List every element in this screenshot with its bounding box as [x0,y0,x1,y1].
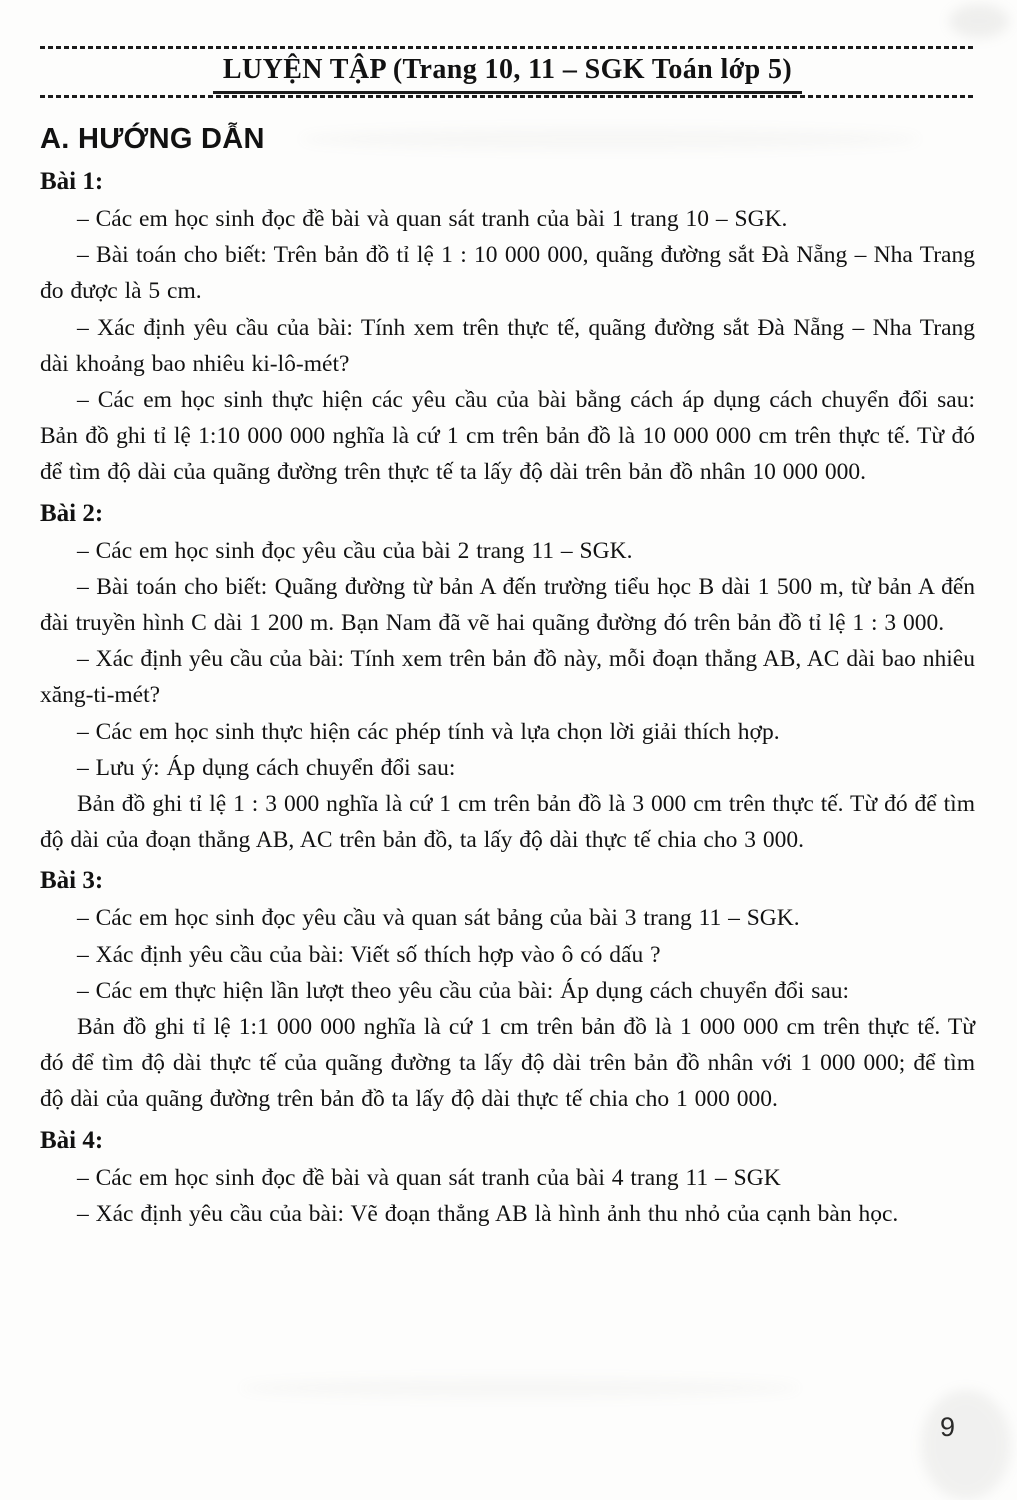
paragraph: – Bài toán cho biết: Quãng đường từ bản A đến trường tiểu học B dài 1 500 m, từ bản A đến đài truyền hình C dài 1 200 m. Bạn Nam đã vẽ hai quãng đường đó trên bản đồ tỉ lệ 1 : 3 000. [40,573,975,637]
section-heading: A. HƯỚNG DẪN [40,123,265,155]
paragraph: – Bài toán cho biết: Trên bản đồ tỉ lệ 1 : 10 000 000, quãng đường sắt Đà Nẵng – Nha Trang đo được là 5 cm. [40,242,975,305]
paragraph: – Lưu ý: Áp dụng cách chuyển đổi sau: [77,754,456,781]
paragraph: – Các em thực hiện lần lượt theo yêu cầu của bài: Áp dụng cách chuyển đổi sau: [77,977,850,1004]
divider-under-title [40,95,975,98]
exercise-2-heading: Bài 2: [40,499,104,527]
paragraph: – Các em học sinh đọc đề bài và quan sát tranh của bài 1 trang 10 – SGK. [77,206,788,232]
divider-top [40,46,975,49]
scan-artifact [921,1390,1011,1500]
paragraph: – Xác định yêu cầu của bài: Tính xem trên bản đồ này, mỗi đoạn thẳng AB, AC dài bao nhiêu xăng-ti-mét? [40,646,975,709]
paragraph: – Xác định yêu cầu của bài: Vẽ đoạn thẳng AB là hình ảnh thu nhỏ của cạnh bàn học. [77,1200,899,1227]
title-row [40,53,975,94]
scan-artifact [240,1378,800,1398]
paragraph: – Các em học sinh thực hiện các phép tính và lựa chọn lời giải thích hợp. [77,718,780,745]
exercise-3-heading: Bài 3: [40,867,104,895]
paragraph: – Các em học sinh đọc đề bài và quan sát tranh của bài 4 trang 11 – SGK [77,1164,781,1191]
paragraph: – Các em học sinh đọc yêu cầu và quan sát bảng của bài 3 trang 11 – SGK. [77,905,800,932]
paragraph: – Các em học sinh đọc yêu cầu của bài 2 trang 11 – SGK. [77,537,633,564]
paragraph: Bản đồ ghi tỉ lệ 1 : 3 000 nghĩa là cứ 1 cm trên bản đồ là 3 000 cm trên thực tế. Từ đó để tìm độ dài của đoạn thẳng AB, AC trên bản đồ, ta lấy độ dài thực tế chia cho 3 000. [40,791,975,854]
paragraph: Bản đồ ghi tỉ lệ 1:1 000 000 nghĩa là cứ 1 cm trên bản đồ là 1 000 000 cm trên thực tế. Từ đó để tìm độ dài thực tế của quãng đường ta lấy độ dài trên bản đồ nhân với 1 000 000; để tìm độ dài của quãng đường trên bản đồ ta lấy độ dài thực tế chia cho 1 000 000. [40,1014,975,1113]
paragraph: – Xác định yêu cầu của bài: Viết số thích hợp vào ô có dấu ? [77,941,661,968]
paragraph: – Xác định yêu cầu của bài: Tính xem trên thực tế, quãng đường sắt Đà Nẵng – Nha Trang dài khoảng bao nhiêu ki-lô-mét? [40,314,975,377]
exercise-1-heading: Bài 1: [40,168,104,195]
paragraph: – Các em học sinh thực hiện các yêu cầu của bài bằng cách áp dụng cách chuyển đổi sau: Bản đồ ghi tỉ lệ 1:10 000 000 nghĩa là cứ 1 cm trên bản đồ là 10 000 000 cm trên thực tế. Từ đó để tìm độ dài của quãng đường trên thực tế ta lấy độ dài trên bản đồ nhân 10 000 000. [40,387,975,486]
exercise-4-heading: Bài 4: [40,1126,104,1154]
page-number: 9 [939,1412,955,1442]
page-title: LUYỆN TẬP (Trang 10, 11 – SGK Toán lớp 5) [213,53,802,94]
